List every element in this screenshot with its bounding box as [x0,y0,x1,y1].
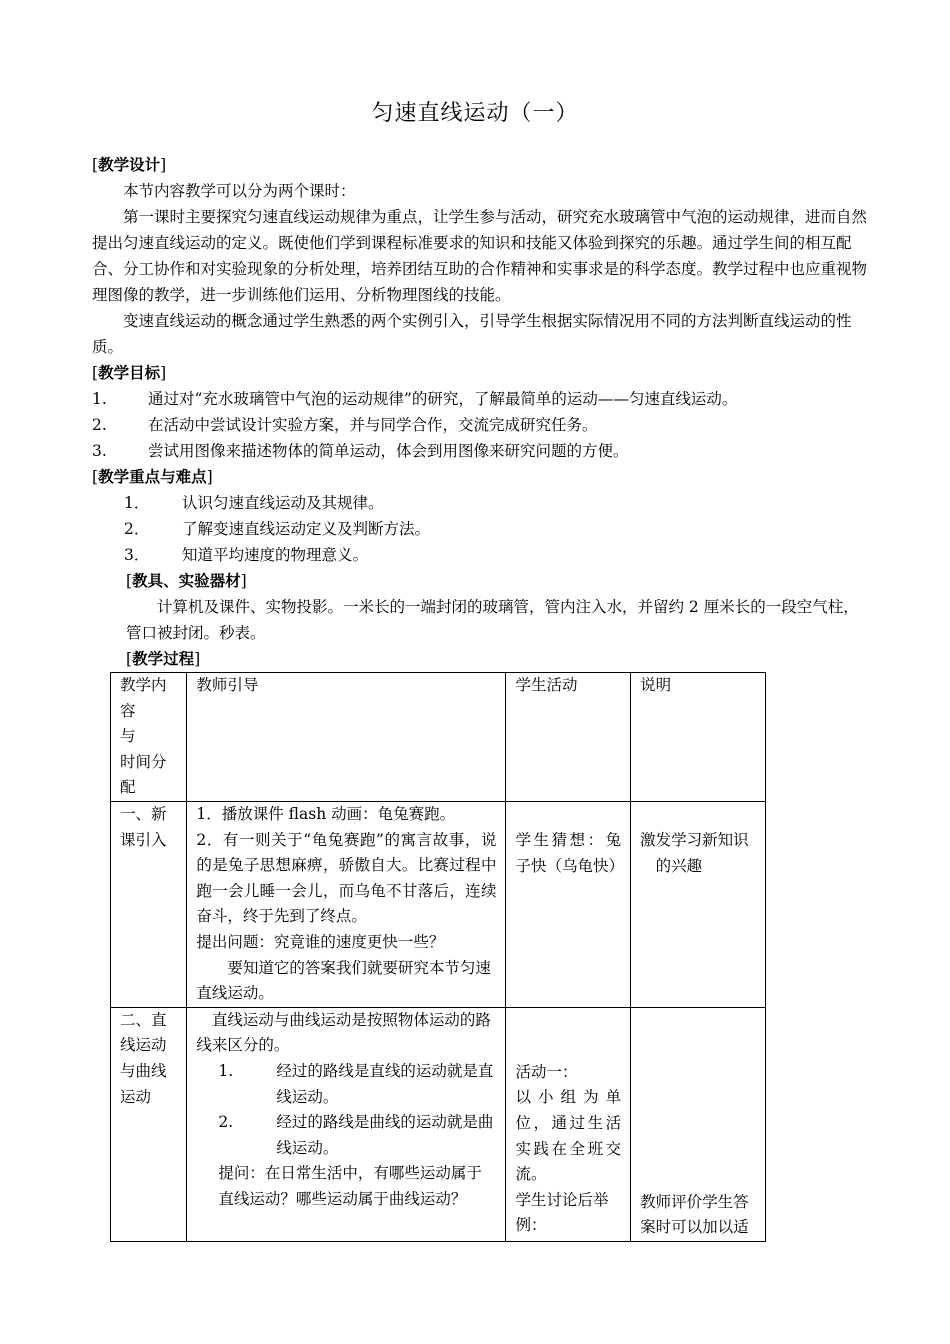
list-item: 2. 经过的路线是曲线的运动就是曲线运动。 [218,1113,494,1157]
table-cell: 教师评价学生答案时可以加以适 [631,1007,766,1241]
page-title: 匀速直线运动（一） [371,101,579,126]
paragraph: 变速直线运动的概念通过学生熟悉的两个实例引入，引导学生根据实际情况用不同的方法判断直线运动的性质。 [92,312,852,356]
list-item: 3． 知道平均速度的物理意义。 [124,546,369,564]
section-heading-tools: [教具、实验器材] [126,571,247,590]
table-row [111,1007,766,1241]
paragraph: 第一课时主要探究匀速直线运动规律为重点，让学生参与活动，研究充水玻璃管中气泡的运动规律，进而自然提出匀速直线运动的定义。既使他们学到课程标准要求的知识和技能又体验到探究的乐趣。通过学生间的相互配合、分工协作和对实验现象的分析处理，培养团结互助的合作精神和实事求是的科学态度。教学过程中也应重视物理图像的教学，进一步训练他们运用、分析物理图线的技能。 [92,208,868,304]
document-body [92,152,874,672]
table-header-row [111,673,766,802]
tools-section [92,568,874,672]
table-row [111,801,766,1007]
list-item: 2． 了解变速直线运动定义及判断方法。 [124,520,431,538]
paragraph: 本节内容教学可以分为两个课时： [123,182,356,200]
paragraph: 计算机及课件、实物投影。一米长的一端封闭的玻璃管，管内注入水，并留约 2 厘米长的一段空气柱，管口被封闭。秒表。 [126,598,859,642]
list-item: 1. 经过的路线是直线的运动就是直线运动。 [218,1061,494,1106]
header-cell: 说明 [631,673,766,802]
table-cell: 1．播放课件 flash 动画：龟兔赛跑。 2．有一则关于“龟兔赛跑”的寓言故事，说的是兔子思想麻痹，骄傲自大。比赛过程中跑一会儿睡一会儿，而乌龟不甘落后，连续奋斗，终于先到了终点。 提出问题：究竟谁的速度更快一些？ 要知道它的答案我们就要研究本节匀速直线运动。 [187,801,506,1007]
list-item: 3. 尝试用图像来描述物体的简单运动，体会到用图像来研究问题的方便。 [92,442,629,460]
list-item: 1． 认识匀速直线运动及其规律。 [124,494,384,512]
header-cell: 教师引导 [187,673,506,802]
table-cell: 学生猜想：兔子快（乌龟快） [506,801,631,1007]
process-table [110,672,766,1242]
list-item: 1. 通过对“充水玻璃管中气泡的运动规律”的研究，了解最简单的运动——匀速直线运动。 [92,390,738,408]
header-cell: 教学内容 与 时间分配 [111,673,187,802]
table-cell: 活动一： 以小组为单位，通过生活实践在全班交流。 学生讨论后举例： [506,1007,631,1241]
section-heading-key: [教学重点与难点] [92,467,213,486]
table-cell: 二、直线运动与曲线运动 [111,1007,187,1241]
header-cell: 学生活动 [506,673,631,802]
table-cell: 直线运动与曲线运动是按照物体运动的路线来区分的。 1. 经过的路线是直线的运动就是直线运动。 2. 经过的路线是曲线的运动就是曲线运动。 提问：在日常生活中，有哪些运动属于直线运动？哪些运动属于曲线运动？ [187,1007,506,1241]
list-item: 2. 在活动中尝试设计实验方案，并与同学合作，交流完成研究任务。 [92,416,598,434]
section-heading-process: [教学过程] [126,649,201,668]
table-cell: 激发学习新知识 的兴趣 [631,801,766,1007]
section-heading-goals: [教学目标] [92,363,167,382]
table-cell: 一、新课引入 [111,801,187,1007]
section-heading-design: [教学设计] [92,155,167,174]
